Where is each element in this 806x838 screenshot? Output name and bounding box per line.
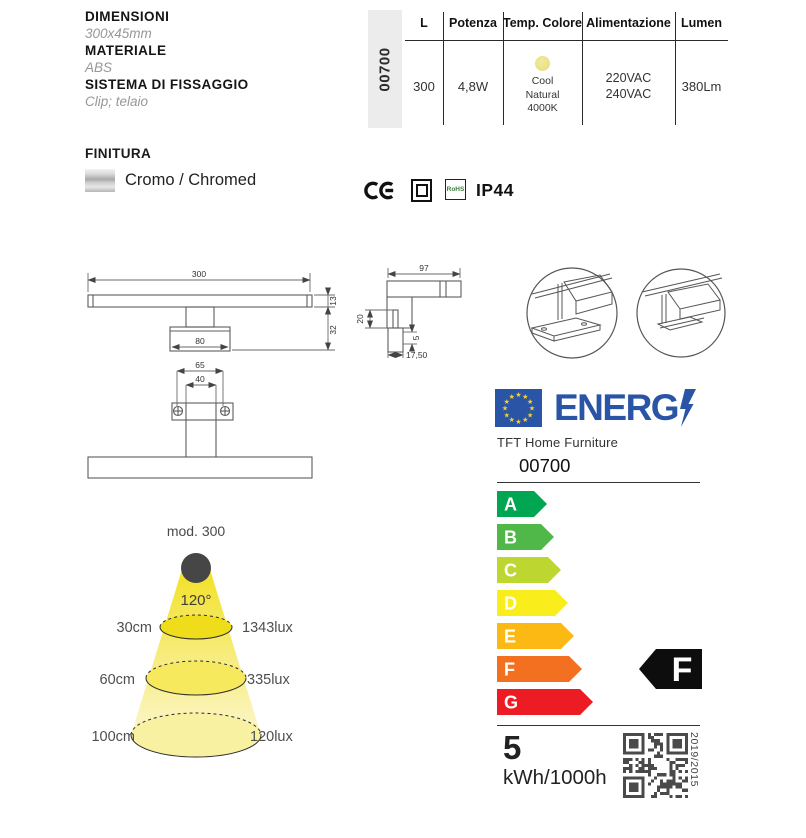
energy-logo-row xyxy=(495,389,696,427)
chrome-swatch xyxy=(85,169,115,192)
temp-colore-line1: Cool xyxy=(531,75,554,88)
svg-text:B: B xyxy=(504,527,517,548)
product-spec-table xyxy=(368,10,730,128)
beam-angle: 120° xyxy=(180,592,212,609)
energ-logo-text: ENERG xyxy=(554,387,679,428)
eu-star-icon: ★ xyxy=(508,393,515,401)
spec-value-materiale: ABS xyxy=(85,60,113,75)
eu-flag-icon xyxy=(495,389,542,427)
class-ii-inner-square xyxy=(416,184,428,197)
col-header-alimentazione: Alimentazione xyxy=(586,16,671,30)
energy-rating-letter: F xyxy=(671,651,693,689)
dim-body-height: 32 xyxy=(328,325,338,335)
svg-text:A: A xyxy=(504,494,517,515)
specifications-block xyxy=(85,8,355,110)
voltage-line2: 240VAC xyxy=(605,87,652,101)
cell-temp-colore xyxy=(503,44,582,128)
dim-bracket-width: 65 xyxy=(195,360,205,370)
lamp-source-icon xyxy=(181,553,211,583)
beam-title: mod. 300 xyxy=(166,523,226,539)
eu-star-icon: ★ xyxy=(501,405,509,413)
eu-star-icon: ★ xyxy=(527,412,534,420)
energy-label xyxy=(495,385,710,817)
rohs-icon xyxy=(445,179,466,200)
svg-text:E: E xyxy=(504,626,517,647)
detail-circle-clip xyxy=(637,269,725,357)
col-header-l: L xyxy=(420,16,428,30)
spec-label-fissaggio: SISTEMA DI FISSAGGIO xyxy=(85,77,249,92)
cell-lumen: 380Lm xyxy=(681,78,722,94)
eu-star-icon: ★ xyxy=(522,393,529,401)
table-header-rule xyxy=(405,40,728,41)
detail-circle-bracket xyxy=(527,268,617,358)
distance-30cm: 30cm xyxy=(116,620,152,636)
energy-class-row-A xyxy=(497,491,547,517)
model-number: 00700 xyxy=(519,455,571,476)
consumption-unit: kWh/1000h xyxy=(503,766,607,789)
dim-length: 300 xyxy=(191,269,207,279)
eu-star-icon: ★ xyxy=(522,417,529,425)
spec-value-dimensioni: 300x45mm xyxy=(85,26,152,41)
product-code: 00700 xyxy=(376,46,394,92)
cell-potenza: 4,8W xyxy=(457,78,489,94)
eu-star-icon: ★ xyxy=(515,419,522,426)
distance-60cm: 60cm xyxy=(99,672,135,688)
eu-star-icon: ★ xyxy=(528,405,536,413)
mounting-detail-drawings xyxy=(518,258,748,368)
energy-class-row-G xyxy=(497,689,593,715)
brand-name: TFT Home Furniture xyxy=(497,435,619,450)
eu-star-icon: ★ xyxy=(527,398,534,406)
eu-star-icon: ★ xyxy=(515,392,522,399)
col-header-potenza: Potenza xyxy=(449,16,497,30)
rohs-label: RoHS xyxy=(446,186,465,193)
consumption-value: 5 xyxy=(503,729,522,766)
voltage-line1: 220VAC xyxy=(605,71,652,85)
dim-base-width: 80 xyxy=(195,336,205,346)
eu-star-icon: ★ xyxy=(503,412,510,420)
dim-clip-height: 20 xyxy=(355,314,365,324)
finitura-heading: FINITURA xyxy=(85,146,152,161)
front-view-drawing xyxy=(55,258,345,488)
svg-text:F: F xyxy=(504,659,515,680)
energy-class-row-F xyxy=(497,656,582,682)
dim-depth: 97 xyxy=(419,263,429,273)
temp-colore-line2: Natural xyxy=(525,88,560,101)
product-code-strip xyxy=(368,10,402,128)
svg-text:D: D xyxy=(504,593,517,614)
regulation-number: 2019/2015 xyxy=(688,732,700,788)
energy-class-row-D xyxy=(497,590,568,616)
svg-text:C: C xyxy=(504,560,517,581)
energy-class-row-B xyxy=(497,524,554,550)
beam-diagram xyxy=(55,503,365,803)
cell-alimentazione xyxy=(582,44,675,128)
spec-value-fissaggio: Clip; telaio xyxy=(85,94,149,109)
ip-rating: IP44 xyxy=(476,180,514,200)
temp-colore-line3: 4000K xyxy=(527,102,558,115)
spec-label-dimensioni: DIMENSIONI xyxy=(85,9,170,24)
lightning-bolt-icon xyxy=(679,389,696,427)
dim-hole-spacing: 40 xyxy=(195,374,205,384)
energy-class-row-C xyxy=(497,557,561,583)
color-temperature-dot-icon xyxy=(535,56,550,71)
dim-foot-depth: 17,50 xyxy=(406,350,428,360)
dim-clip-gap: 5 xyxy=(411,335,421,341)
energy-class-scale xyxy=(497,491,710,717)
col-header-temp-colore: Temp. Colore xyxy=(503,16,582,30)
finitura-value: Cromo / Chromed xyxy=(125,171,257,189)
side-view-drawing xyxy=(355,258,485,368)
spec-label-materiale: MATERIALE xyxy=(85,43,167,58)
energy-class-row-E xyxy=(497,623,574,649)
eu-star-icon: ★ xyxy=(503,398,510,406)
ce-mark-icon xyxy=(363,180,395,201)
label-divider-bottom xyxy=(497,725,700,726)
qr-code xyxy=(623,733,688,798)
class-ii-insulation-icon xyxy=(411,179,432,202)
dim-bar-height: 13 xyxy=(328,296,338,306)
distance-100cm: 100cm xyxy=(91,729,135,745)
lux-60cm: 335lux xyxy=(247,672,290,688)
eu-star-icon: ★ xyxy=(508,417,515,425)
energy-rating-arrow xyxy=(639,649,702,689)
cell-length: 300 xyxy=(413,78,435,94)
lux-100cm: 120lux xyxy=(250,729,293,745)
col-header-lumen: Lumen xyxy=(681,16,722,30)
svg-text:G: G xyxy=(504,692,519,713)
lux-30cm: 1343lux xyxy=(242,620,293,636)
label-divider-top xyxy=(497,482,700,483)
